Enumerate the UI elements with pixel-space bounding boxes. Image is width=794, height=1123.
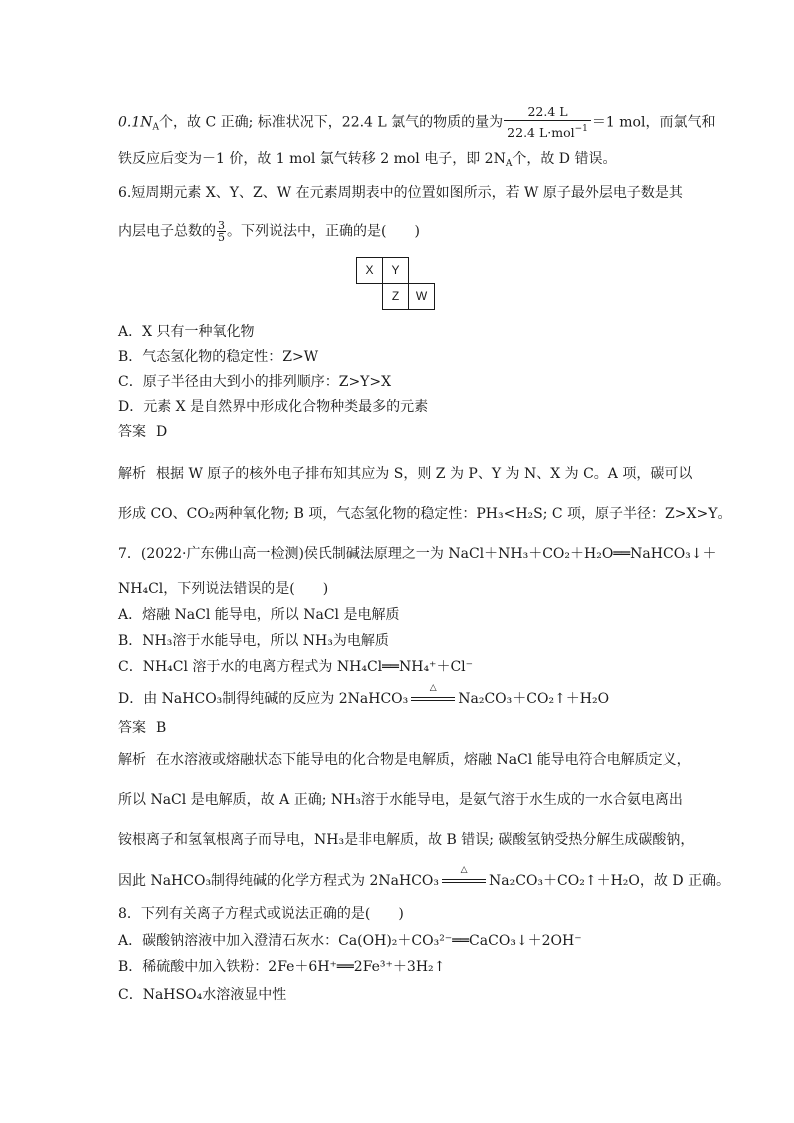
line-2 bbox=[118, 150, 616, 173]
text: Na₂CO₃＋CO₂↑＋H₂O bbox=[458, 691, 610, 707]
cell-w: W bbox=[408, 283, 435, 310]
q6-explanation-1 bbox=[118, 465, 692, 483]
text: 个，故 D 错误。 bbox=[512, 151, 617, 167]
q6-answer bbox=[118, 423, 167, 441]
text: 个，故 C 正确; 标准状况下，22.4 L 氯气的物质的量为 bbox=[159, 114, 504, 131]
fraction bbox=[504, 105, 591, 140]
q6-explanation-2: 形成 CO、CO₂两种氧化物; B 项，气态氢化物的稳定性：PH₃<H₂S; C 项，原子半径：Z>X>Y。 bbox=[118, 506, 732, 522]
answer-label: 答案 bbox=[118, 424, 146, 440]
text: 22.4 L·mol bbox=[507, 125, 575, 140]
line-1 bbox=[118, 105, 715, 140]
q7-option-c: C．NH₄Cl 溶于水的电离方程式为 NH₄Cl══NH₄⁺＋Cl⁻ bbox=[118, 659, 474, 675]
fraction-numerator: 22.4 L bbox=[504, 105, 591, 121]
q7-option-b: B．NH₃溶于水能导电，所以 NH₃为电解质 bbox=[118, 633, 389, 649]
q7-explanation-3: 铵根离子和氢氧根离子而导电，NH₃是非电解质，故 B 错误; 碳酸氢钠受热分解生成碳酸钠， bbox=[118, 832, 695, 848]
periodic-table-diagram bbox=[356, 257, 440, 313]
q7-explanation-2: 所以 NaCl 是电解质，故 A 正确; NH₃溶于水能导电，是氨气溶于水生成的一水合氨电离出 bbox=[118, 792, 683, 808]
text: 内层电子总数的 bbox=[118, 223, 216, 240]
subscript: A bbox=[505, 159, 513, 169]
superscript: −1 bbox=[574, 124, 588, 134]
text: D．由 NaHCO₃制得纯碱的反应为 2NaHCO₃ bbox=[118, 691, 409, 707]
q8-option-b: B．稀硫酸中加入铁粉：2Fe＋6H⁺══2Fe³⁺＋3H₂↑ bbox=[118, 959, 446, 975]
text: 根据 W 原子的核外电子排布知其应为 S，则 Z 为 P、Y 为 N、X 为 C。A 项，碳可以 bbox=[156, 466, 693, 482]
answer-value: B bbox=[156, 720, 167, 736]
fraction-denominator: 5 bbox=[218, 231, 225, 244]
answer-label: 答案 bbox=[118, 720, 146, 736]
q7-stem-2: NH₄Cl，下列说法错误的是( ) bbox=[118, 581, 329, 597]
text: 0.1N bbox=[118, 114, 153, 131]
text: 。下列说法中，正确的是( ) bbox=[227, 223, 420, 240]
heating-sign bbox=[411, 683, 455, 706]
q7-option-a: A．熔融 NaCl 能导电，所以 NaCl 是电解质 bbox=[118, 607, 400, 623]
subscript: A bbox=[152, 122, 160, 133]
q7-explanation-4 bbox=[118, 865, 730, 890]
q6-stem-1: 6.短周期元素 X、Y、Z、W 在元素周期表中的位置如图所示，若 W 原子最外层电子数是其 bbox=[118, 185, 683, 201]
q7-answer bbox=[118, 719, 166, 737]
q8-stem: 8．下列有关离子方程式或说法正确的是( ) bbox=[118, 906, 404, 922]
q6-option-b: B．气态氢化物的稳定性：Z>W bbox=[118, 349, 319, 365]
cell-y: Y bbox=[382, 257, 409, 284]
text: 铁反应后变为－1 价，故 1 mol 氯气转移 2 mol 电子，即 2N bbox=[118, 151, 506, 167]
explanation-label: 解析 bbox=[118, 466, 146, 482]
q6-option-a: A．X 只有一种氧化物 bbox=[118, 324, 255, 340]
answer-value: D bbox=[156, 424, 168, 440]
text: ＝1 mol，而氯气和 bbox=[591, 114, 716, 131]
text: 因此 NaHCO₃制得纯碱的化学方程式为 2NaHCO₃ bbox=[118, 873, 440, 889]
q7-stem-1: 7．(2022·广东佛山高一检测)侯氏制碱法原理之一为 NaCl＋NH₃＋CO₂＋H₂O══NaHCO₃↓＋ bbox=[118, 546, 717, 562]
fraction bbox=[217, 220, 226, 243]
delta-symbol: △ bbox=[429, 683, 437, 693]
q6-stem-2 bbox=[118, 220, 420, 243]
q7-option-d bbox=[118, 683, 610, 708]
cell-z: Z bbox=[382, 283, 409, 310]
q6-option-d: D．元素 X 是自然界中形成化合物种类最多的元素 bbox=[118, 399, 429, 415]
heating-sign bbox=[442, 865, 486, 888]
delta-symbol: △ bbox=[460, 865, 468, 875]
cell-x: X bbox=[356, 257, 383, 284]
explanation-label: 解析 bbox=[118, 752, 146, 768]
q6-option-c: C．原子半径由大到小的排列顺序：Z>Y>X bbox=[118, 374, 392, 390]
q7-explanation-1 bbox=[118, 751, 691, 769]
q8-option-c: C．NaHSO₄水溶液显中性 bbox=[118, 987, 287, 1003]
text: Na₂CO₃＋CO₂↑＋H₂O，故 D 正确。 bbox=[489, 873, 730, 889]
text: 在水溶液或熔融状态下能导电的化合物是电解质，熔融 NaCl 能导电符合电解质定义， bbox=[156, 752, 691, 768]
fraction-numerator: 3 bbox=[218, 219, 225, 232]
fraction-denominator bbox=[504, 121, 591, 140]
q8-option-a: A．碳酸钠溶液中加入澄清石灰水：Ca(OH)₂＋CO₃²⁻══CaCO₃↓＋2OH⁻ bbox=[118, 933, 582, 949]
